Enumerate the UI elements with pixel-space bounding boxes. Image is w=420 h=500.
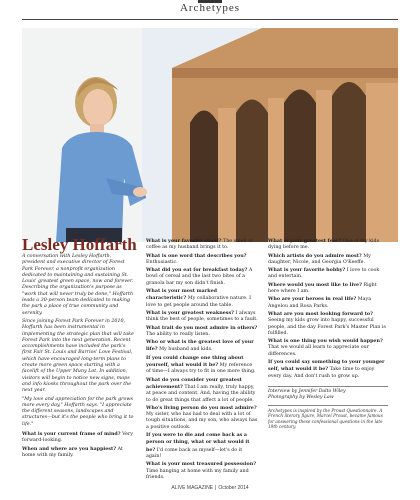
credits-rule: [268, 386, 388, 387]
qa-question: What is your greatest weakness?: [146, 309, 234, 316]
column-1: [22, 254, 134, 460]
qa-answer: Seeing my kids grow into happy, successful people, and the day Forest Park's Master Plan is fulfilled.: [268, 318, 386, 336]
qa-item: [22, 431, 134, 445]
qa-answer: My collaborative nature. I love to get people around the table.: [146, 296, 252, 308]
qa-item: [146, 405, 258, 431]
interview-credit: Interview by Jennifer Dalto Wiley: [268, 388, 346, 394]
pull-quote: "My love and appreciation for the park grows more every day," Hoffarth says. "I appreciate the different seasons, landscapes and structures—but it's the people who bring it to life.": [22, 396, 134, 427]
qa-item: [146, 253, 258, 267]
qa-question: Who are your heroes in real life?: [268, 296, 357, 303]
qa-answer: I'd come back as myself—let's do it again!: [146, 447, 243, 459]
qa-answer: One of my kids dying before me.: [268, 239, 380, 251]
credits: [268, 386, 388, 430]
portrait-illustration: [22, 28, 398, 242]
qa-answer: A bowl of cereal and the last two bites of a granola bar my son didn't finish.: [146, 268, 253, 286]
section-title: Archetypes: [179, 2, 241, 14]
qa-item: [146, 238, 258, 252]
qa-answer: At home with my family.: [22, 446, 123, 458]
credits-rule: [268, 405, 388, 406]
qa-item: [268, 282, 388, 296]
qa-item: [146, 288, 258, 309]
qa-question: What is your most marked characteristic?: [146, 288, 218, 302]
qa-question: What did you eat for breakfast today?: [146, 267, 248, 274]
qa-question: Who's living person do you most admire?: [146, 404, 257, 411]
qa-question: What is your most treasured possession?: [146, 461, 257, 468]
qa-item: [268, 253, 388, 267]
qa-question: What trait do you most admire in others?: [146, 324, 258, 331]
qa-question: If you could change one thing about yourself, what would it be?: [146, 354, 244, 369]
qa-answer: Right here where I am.: [268, 282, 377, 295]
qa-item: [146, 432, 258, 460]
qa-answer: My reference of time—I always try to fit in one more thing.: [146, 363, 256, 375]
page-footer: ALIVE MAGAZINE | October 2014: [171, 485, 249, 491]
qa-answer: Maya Angelou and Rosa Parks.: [268, 297, 372, 309]
qa-question: Which artists do you admire most?: [268, 252, 362, 259]
qa-question: What is one word that describes you?: [146, 252, 247, 259]
column-2: [146, 238, 258, 482]
qa-item: [22, 446, 134, 460]
qa-question: Who or what is the greatest love of your life?: [146, 339, 254, 353]
qa-item: [268, 311, 388, 337]
qa-question: What is your current frame of mind?: [22, 431, 121, 438]
qa-item: [146, 325, 258, 339]
archetypes-note: Archetypes is inspired by the Proust Questionnaire. A French literary figure, Marcel Proust, became famous for answering these confessional questions in the late 19th century.: [268, 407, 383, 430]
qa-answer: Take time to enjoy every day. And don't rush to grow up.: [268, 367, 375, 379]
qa-answer: The ability to really listen.: [146, 331, 210, 337]
qa-answer: My husband and kids.: [159, 347, 213, 353]
qa-item: [146, 267, 258, 287]
qa-answer: That we would all learn to appreciate our differences.: [268, 345, 369, 357]
qa-item: [146, 355, 258, 376]
qa-item: [146, 339, 258, 354]
column-3: [268, 238, 388, 430]
qa-question: What is your favorite smell?: [146, 238, 222, 244]
qa-question: What do you consider your greatest achievement?: [146, 376, 242, 390]
portrait-photo: [22, 28, 398, 242]
qa-question: What are you most looking forward to?: [268, 310, 373, 317]
qa-item: [268, 359, 388, 380]
qa-answer: Time hanging at home with my family and friends.: [146, 468, 249, 480]
qa-answer: My daughter, Nicole, and Georgia O'Keeffe.: [268, 253, 371, 265]
qa-question: When and where are you happiest?: [22, 445, 117, 452]
qa-question: If you could say something to your younger self, what would it be?: [268, 359, 385, 373]
qa-question: What is your favorite hobby?: [268, 267, 346, 274]
profile-name: Lesley Hoffarth: [22, 235, 137, 254]
qa-answer: Very forward-looking.: [22, 432, 134, 444]
intro-paragraph: A conversation with Lesley Hoffarth, president and executive director of Forest Park Forever, a nonprofit organization dedicated to maintaining and sustaining St. Louis' greatest green space, now and forever. Describing the organization's purpose as "work that will never truly be done," Hoffarth leads a 30-person team dedicated to making the park a place of true community and serenity.: [22, 254, 134, 316]
footer-magazine: ALIVE MAGAZINE: [171, 485, 214, 491]
qa-question: If you were to die and come back as a person or thing, what or what would it be?: [146, 432, 250, 453]
qa-question: What is your greatest fear?: [268, 238, 342, 244]
header-rule: [22, 19, 398, 20]
intro-paragraph: Since joining Forest Park Forever in 2010, Hoffarth has been instrumental in implementing the strategic plan that will take Forest Park into the next generation. Recent accomplishments have included the park's first Fair St. Louis and Barrios' Love Festival, which have encouraged long-term plans to create more green space starting with a facelift of the Upper Muny Lot. In addition, visitors will begin to notice new signs, maps and info kiosks throughout the park over the next year.: [22, 318, 134, 394]
qa-item: [268, 338, 388, 358]
qa-item: [268, 238, 388, 252]
qa-answer: I always think the best of people, sometimes to a fault.: [146, 310, 258, 323]
qa-item: [268, 267, 388, 281]
qa-item: [146, 310, 258, 324]
qa-answer: My sister, who has had to deal with a lot of tough situations, and my son, who always has a positive outlook.: [146, 412, 258, 430]
footer-issue: October 2014: [218, 485, 249, 491]
qa-answer: I love to cook and entertain.: [268, 268, 380, 280]
qa-answer: That I am really, truly happy, at peace and content. And, having the ability to do great things that affect a lot of people.: [146, 384, 256, 403]
photo-credit: Photography by Wesley Law: [268, 394, 334, 400]
qa-question: Where would you most like to live?: [268, 281, 362, 288]
qa-answer: The smell of coffee as my husband brings it to.: [146, 239, 253, 251]
qa-item: [146, 461, 258, 481]
page-header: [0, 0, 420, 24]
qa-question: What is one thing you wish would happen?: [268, 338, 383, 345]
qa-item: [146, 377, 258, 404]
qa-item: [268, 296, 388, 310]
qa-answer: Enthusiastic.: [146, 259, 178, 265]
